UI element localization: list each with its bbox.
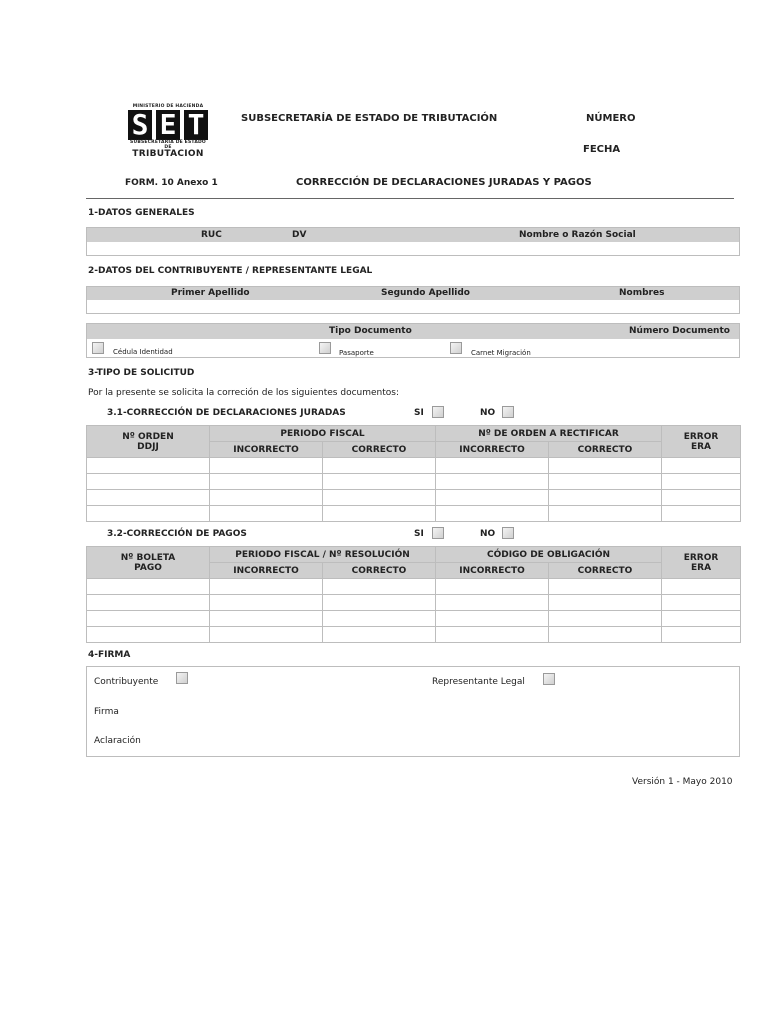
logo-letter-t: T [184,110,208,140]
logo-letter-s: S [128,110,152,140]
ddjj-si-checkbox[interactable] [432,406,444,418]
table-row [87,595,741,611]
pagos-group-codigo: CÓDIGO DE OBLIGACIÓN [436,547,662,563]
fecha-label: FECHA [583,144,621,155]
ddjj-table [86,425,741,522]
logo-letter-e: E [156,110,180,140]
ddjj-group-orden-rectificar: Nº DE ORDEN A RECTIFICAR [436,426,662,442]
pagos-table [86,546,741,643]
pagos-col-boleta [87,547,210,579]
carnet-label: Carnet Migración [471,349,531,357]
section4-title: 4-FIRMA [88,650,131,660]
table-row [87,490,741,506]
ddjj-orden-incorrecto: INCORRECTO [436,442,549,458]
header-divider [86,198,734,199]
ddjj-periodo-incorrecto: INCORRECTO [210,442,323,458]
razon-social-label: Nombre o Razón Social [519,230,636,240]
logo-sub-text: SUBSECRETARIA DE ESTADO DE [130,140,206,150]
cedula-checkbox[interactable] [92,342,104,354]
ddjj-col-orden-line2: DDJJ [137,441,159,452]
pagos-col-boleta-line1: Nº BOLETA [120,552,176,563]
logo-letters [128,110,208,140]
ddjj-no-checkbox[interactable] [502,406,514,418]
pagos-codigo-incorrecto: INCORRECTO [436,563,549,579]
table-row [87,611,741,627]
pagos-si-checkbox[interactable] [432,527,444,539]
cedula-label: Cédula Identidad [113,348,173,356]
segundo-apellido-label: Segundo Apellido [381,288,470,298]
org-title: SUBSECRETARÍA DE ESTADO DE TRIBUTACIÓN [241,113,498,124]
pagos-periodo-incorrecto: INCORRECTO [210,563,323,579]
pagos-no-label: NO [480,529,496,539]
pagos-no-checkbox[interactable] [502,527,514,539]
numero-label: NÚMERO [586,113,636,124]
firma-label: Firma [94,707,119,717]
datos-generales-header [87,228,739,242]
ruc-label: RUC [201,230,222,240]
pasaporte-checkbox[interactable] [319,342,331,354]
documento-box [86,323,740,358]
dv-label: DV [292,230,307,240]
logo-ministry-text: MINISTERIO DE HACIENDA [132,104,204,109]
aclaracion-label: Aclaración [94,736,141,746]
contribuyente-names-box [86,286,740,314]
documento-header [87,324,739,339]
pagos-col-error [662,547,741,579]
ddjj-orden-correcto: CORRECTO [549,442,662,458]
contribuyente-label: Contribuyente [94,677,159,687]
version-label: Versión 1 - Mayo 2010 [632,777,733,787]
section2-title: 2-DATOS DEL CONTRIBUYENTE / REPRESENTANTE LEGAL [88,266,373,276]
section3-title: 3-TIPO DE SOLICITUD [88,368,195,378]
nombres-label: Nombres [619,288,665,298]
pagos-group-periodo: PERIODO FISCAL / Nº RESOLUCIÓN [210,547,436,563]
pagos-subtitle: 3.2-CORRECCIÓN DE PAGOS [107,529,247,539]
pagos-col-error-line1: ERROR [683,552,719,563]
ddjj-col-error-line1: ERROR [683,431,719,442]
numero-documento-label: Número Documento [629,326,730,336]
datos-generales-box [86,227,740,256]
form-code: FORM. 10 Anexo 1 [125,178,218,188]
ddjj-group-periodo: PERIODO FISCAL [210,426,436,442]
pagos-codigo-correcto: CORRECTO [549,563,662,579]
ddjj-no-label: NO [480,408,496,418]
table-row [87,474,741,490]
pasaporte-label: Pasaporte [339,349,374,357]
carnet-checkbox[interactable] [450,342,462,354]
ddjj-col-error-line2: ERA [690,441,712,452]
section3-intro: Por la presente se solicita la correción de los siguientes documentos: [88,388,399,398]
ddjj-col-orden-line1: Nº ORDEN [122,431,174,442]
tipo-documento-label: Tipo Documento [329,326,412,336]
pagos-si-label: SI [414,529,424,539]
primer-apellido-label: Primer Apellido [171,288,250,298]
pagos-col-error-line2: ERA [690,562,712,573]
table-row [87,627,741,643]
table-row [87,579,741,595]
table-row [87,506,741,522]
contribuyente-checkbox[interactable] [176,672,188,684]
representante-checkbox[interactable] [543,673,555,685]
representante-label: Representante Legal [432,677,525,687]
logo-tributacion-text: TRIBUTACION [132,149,204,159]
form-title: CORRECCIÓN DE DECLARACIONES JURADAS Y PAGOS [296,177,592,188]
ddjj-periodo-correcto: CORRECTO [323,442,436,458]
section1-title: 1-DATOS GENERALES [88,208,195,218]
table-row [87,458,741,474]
set-logo [128,104,208,159]
ddjj-col-orden [87,426,210,458]
ddjj-subtitle: 3.1-CORRECCIÓN DE DECLARACIONES JURADAS [107,408,346,418]
pagos-col-boleta-line2: PAGO [134,562,162,573]
contribuyente-names-header [87,287,739,300]
pagos-periodo-correcto: CORRECTO [323,563,436,579]
ddjj-si-label: SI [414,408,424,418]
ddjj-col-error [662,426,741,458]
